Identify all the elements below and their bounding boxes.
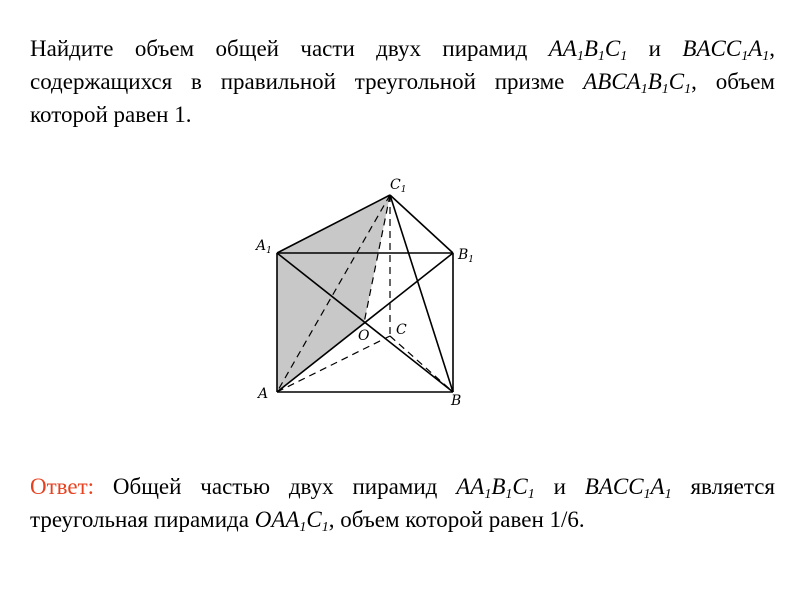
answer-pyramid-oaa1c1: $OAA_1C_1$ (254, 507, 329, 535)
pyramid-aa1b1c1: $AA_1B_1C_1$ (548, 36, 628, 64)
label-b1: $B_1$ (458, 247, 475, 265)
problem-part: и (627, 36, 683, 61)
problem-part: Найдите объем общей части двух пирамид (30, 36, 549, 61)
answer-pyramid-aa1b1c1: $AA_1B_1C_1$ (456, 474, 535, 502)
answer-part: Общей частью двух пирамид (94, 474, 457, 499)
problem-part: , объем которой равен 1. (30, 69, 775, 127)
prism-abca1b1c1: $ABCA_1B_1C_1$ (583, 69, 692, 97)
label-o: O (358, 328, 370, 344)
label-a: A (258, 386, 269, 402)
pyramid-bacc1a1: $BACC_1A_1$ (682, 36, 770, 64)
label-a1: $A_1$ (256, 238, 272, 256)
answer-text (30, 470, 775, 536)
answer-label: Ответ: (30, 474, 95, 499)
problem-part: , содержащихся в правильной треугольной призме (30, 36, 775, 94)
label-b: B (451, 393, 462, 409)
answer-pyramid-bacc1a1: $BACC_1A_1$ (584, 474, 672, 502)
answer-part: является треугольная пирамида (30, 474, 775, 532)
label-c1: $C_1$ (390, 177, 407, 195)
answer-part: и (534, 474, 585, 499)
answer-part: , объем которой равен 1/6. (328, 507, 585, 532)
label-c: C (396, 322, 407, 338)
